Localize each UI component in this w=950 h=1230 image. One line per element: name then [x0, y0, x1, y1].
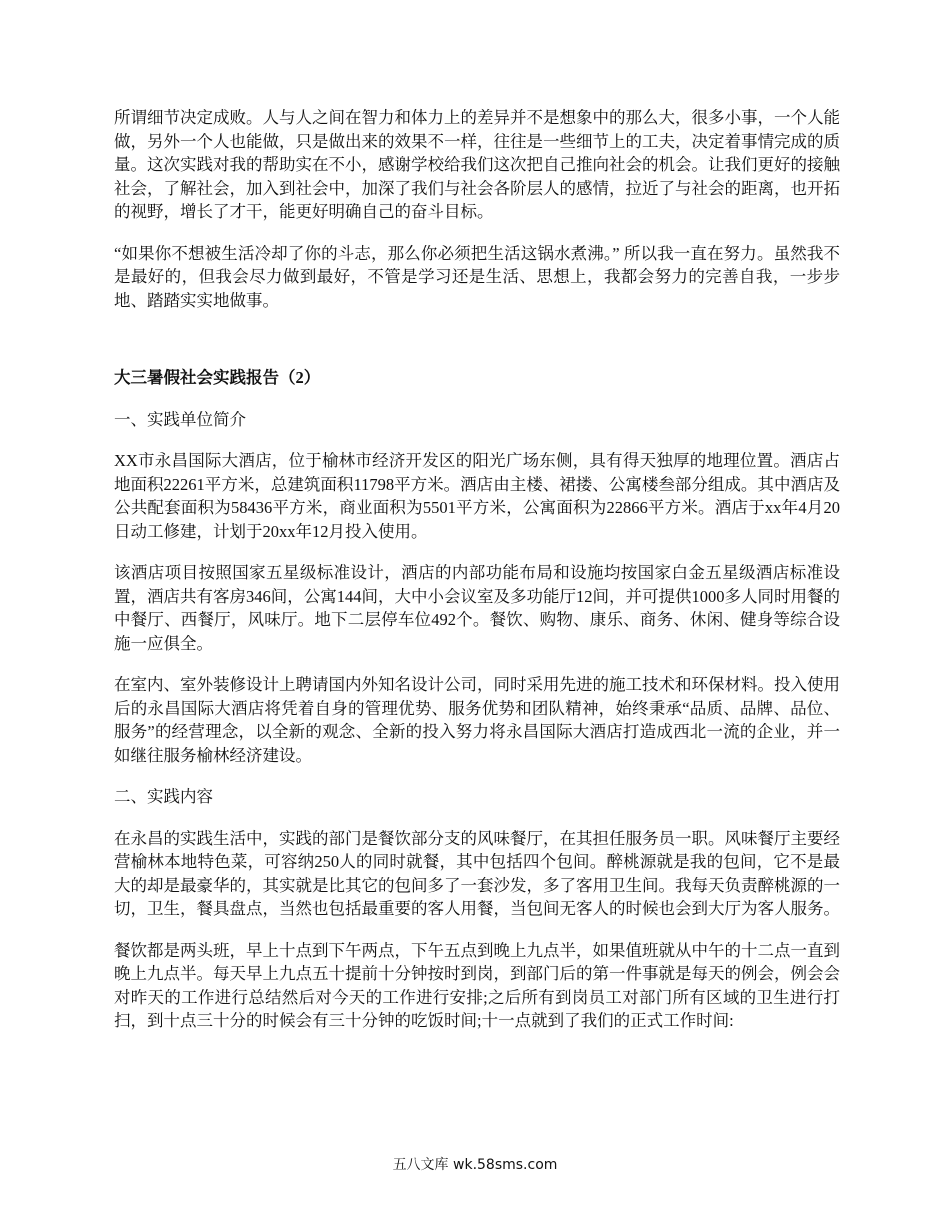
footer-watermark: 五八文库 wk.58sms.com [392, 1157, 558, 1173]
unit-paragraph-1: XX市永昌国际大酒店，位于榆林市经济开发区的阳光广场东侧，具有得天独厚的地理位置。酒店占地面积22261平方米，总建筑面积11798平方米。酒店由主楼、裙搂、公寓楼叁部分组成。其中酒店及公共配套面积为58436平方米，商业面积为5501平方米，公寓面积为22866平方米。酒店于xx年4月20日动工修建，计划于20xx年12月投入使用。 [114, 451, 841, 541]
section-title: 大三暑假社会实践报告（2） [114, 368, 321, 387]
heading-unit-intro: 一、实践单位简介 [114, 409, 246, 429]
intro-paragraph-1: 所谓细节决定成败。人与人之间在智力和体力上的差异并不是想象中的那么大，很多小事，一个人能做，另外一个人也能做，只是做出来的效果不一样，往往是一些细节上的工夫，决定着事情完成的质量。这次实践对我的帮助实在不小，感谢学校给我们这次把自己推向社会的机会。让我们更好的接触社会，了解社会，加入到社会中，加深了我们与社会各阶层人的感情，拉近了与社会的距离，也开拓的视野，增长了才干，能更好明确自己的奋斗目标。 [114, 108, 840, 221]
unit-paragraph-2: 该酒店项目按照国家五星级标准设计，酒店的内部功能布局和设施均按国家白金五星级酒店标准设置，酒店共有客房346间，公寓144间，大中小会议室及多功能厅12间，并可提供1000多人同时用餐的中餐厅、西餐厅，风味厅。地下二层停车位492个。餐饮、购物、康乐、商务、休闲、健身等综合设施一应俱全。 [114, 563, 840, 653]
heading-practice-content: 二、实践内容 [114, 787, 213, 806]
document-body [114, 106, 840, 1033]
unit-paragraph-3: 在室内、室外装修设计上聘请国内外知名设计公司，同时采用先进的施工技术和环保材料。投入使用后的永昌国际大酒店将凭着自身的管理优势、服务优势和团队精神，始终秉承“品质、品牌、品位、服务”的经营理念，以全新的观念、全新的投入努力将永昌国际大酒店打造成西北一流的企业，并一如继往服务榆林经济建设。 [114, 675, 840, 765]
intro-paragraph-2: “如果你不想被生活冷却了你的斗志，那么你必须把生活这锅水煮沸。” 所以我一直在努力。虽然我不是最好的，但我会尽力做到最好，不管是学习还是生活、思想上，我都会努力的完善自我，一步步地、踏踏实实地做事。 [114, 243, 840, 310]
content-paragraph-1: 在永昌的实践生活中，实践的部门是餐饮部分支的风味餐厅，在其担任服务员一职。风味餐厅主要经营榆林本地特色菜，可容纳250人的同时就餐，其中包括四个包间。醉桃源就是我的包间，它不是最大的却是最豪华的，其实就是比其它的包间多了一套沙发，多了客用卫生间。我每天负责醉桃源的一切，卫生，餐具盘点，当然也包括最重要的客人用餐，当包间无客人的时候也会到大厅为客人服务。 [114, 828, 840, 918]
content-paragraph-2: 餐饮都是两头班，早上十点到下午两点，下午五点到晚上九点半，如果值班就从中午的十二点一直到晚上九点半。每天早上九点五十提前十分钟按时到岗，到部门后的第一件事就是每天的例会，例会会对昨天的工作进行总结然后对今天的工作进行安排;之后所有到岗员工对部门所有区域的卫生进行打扫，到十点三十分的时候会有三十分钟的吃饭时间;十一点就到了我们的正式工作时间: [114, 940, 840, 1030]
